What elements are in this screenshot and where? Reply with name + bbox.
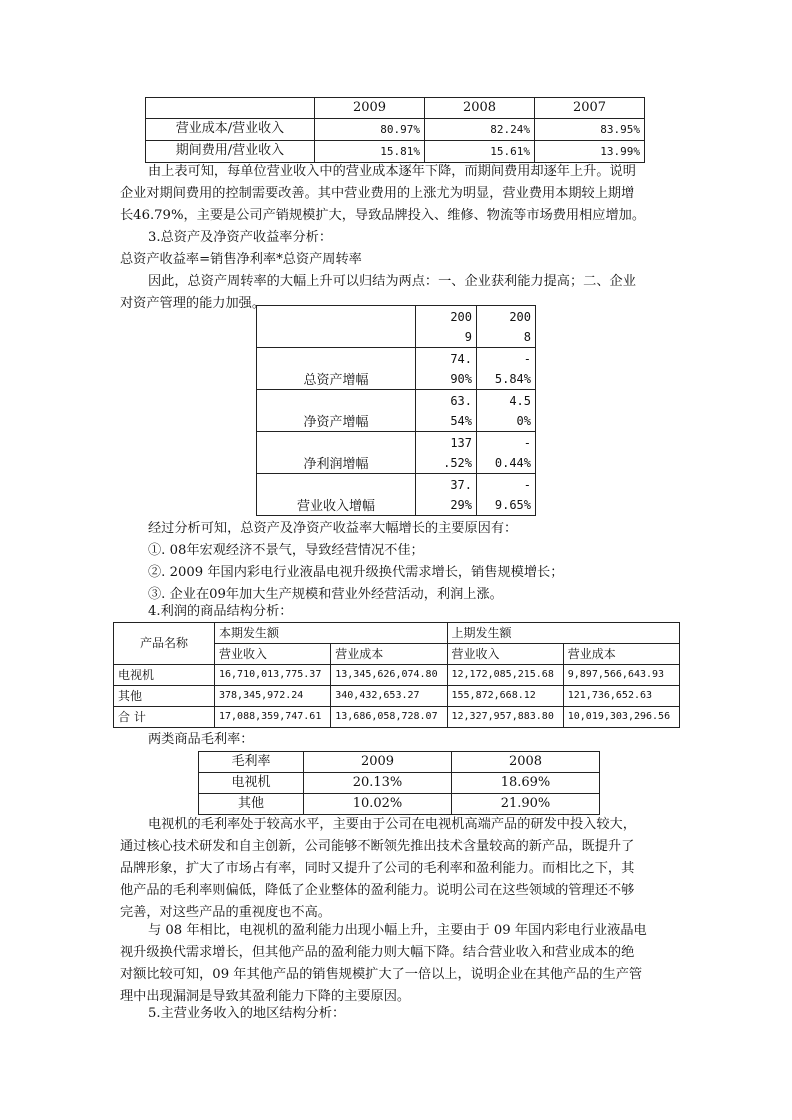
table-cell: 12,172,085,215.68	[447, 665, 563, 686]
row-label: 净资产增幅	[257, 390, 416, 432]
table-cell: 13.99%	[535, 141, 645, 163]
table-cell: 12,327,957,883.80	[447, 707, 563, 728]
text-line: 对额比较可知，09 年其他产品的销售规模扩大了一倍以上，说明企业在其他产品的生产管	[120, 967, 643, 982]
table-cell: 13,345,626,074.80	[331, 665, 447, 686]
section-heading-5: 5.主营业务收入的地区结构分析：	[148, 1006, 346, 1021]
formula-text: 总资产收益率=销售净利率*总资产周转率	[120, 252, 362, 267]
row-label: 电视机	[114, 665, 215, 686]
table-cell: - 9.65%	[477, 474, 536, 516]
table-cell: 18.69%	[452, 773, 600, 794]
text-line: 与 08 年相比，电视机的盈利能力出现小幅上升，主要由于 09 年国内彩电行业液晶电	[148, 923, 647, 938]
row-label: 其他	[114, 686, 215, 707]
table-cell: 137 .52%	[416, 432, 477, 474]
text-line: 长46.79%，主要是公司产销规模扩大，导致品牌投入、维修、物流等市场费用相应增加。	[120, 208, 646, 223]
table-header-cell: 200 9	[416, 306, 477, 348]
table-cell: 121,736,652.63	[563, 686, 679, 707]
product-structure-table	[113, 622, 680, 728]
paragraph-cost-analysis	[120, 161, 645, 227]
table-cell: 13,686,058,728.07	[331, 707, 447, 728]
text-line: 由上表可知，每单位营业收入中的营业成本逐年下降，而期间费用却逐年上升。说明	[148, 164, 636, 179]
table-cell: 37. 29%	[416, 474, 477, 516]
text-line: 对资产管理的能力加强。	[120, 296, 266, 311]
gross-margin-table	[198, 751, 600, 815]
table-cell: 4.5 0%	[477, 390, 536, 432]
table-cell: 378,345,972.24	[215, 686, 331, 707]
table-cell: 82.24%	[425, 119, 535, 141]
section-heading-4: 4.利润的商品结构分析：	[148, 604, 293, 619]
text-line: 完善，对这些产品的重视度也不高。	[120, 905, 331, 920]
table-cell: - 0.44%	[477, 432, 536, 474]
text-line: 企业对期间费用的控制需要改善。其中营业费用的上涨尤为明显，营业费用本期较上期增	[120, 186, 635, 201]
text-line: 视升级换代需求增长，但其他产品的盈利能力则大幅下降。结合营业收入和营业成本的绝	[120, 945, 635, 960]
table-cell: 10.02%	[304, 794, 452, 815]
row-label: 期间费用/营业收入	[146, 141, 315, 163]
table-cell: 83.95%	[535, 119, 645, 141]
table-cell: 74. 90%	[416, 348, 477, 390]
table-header-cell: 产品名称	[114, 623, 215, 665]
table-header-cell: 营业收入	[215, 644, 331, 665]
growth-table	[256, 305, 536, 516]
table-header-cell: 本期发生额	[215, 623, 448, 644]
table-header-cell: 营业成本	[563, 644, 679, 665]
text-line: 理中出现漏洞是导致其盈利能力下降的主要原因。	[120, 989, 411, 1004]
text-line: 通过核心技术研发和自主创新，公司能够不断领先推出技术含量较高的新产品，既提升了	[120, 839, 635, 854]
analysis-intro: 经过分析可知，总资产及净资产收益率大幅增长的主要原因有：	[148, 521, 518, 536]
table-header-cell: 毛利率	[199, 752, 304, 773]
row-label: 营业成本/营业收入	[146, 119, 315, 141]
table-cell: 155,872,668.12	[447, 686, 563, 707]
table-header-cell	[146, 98, 315, 119]
margin-title: 两类商品毛利率：	[148, 732, 254, 747]
table-cell: 21.90%	[452, 794, 600, 815]
table-header-cell: 2008	[452, 752, 600, 773]
list-item: ③. 企业在09年加大生产规模和营业外经营活动，利润上涨。	[148, 587, 503, 602]
section-heading-3: 3.总资产及净资产收益率分析：	[148, 230, 333, 245]
table-header-cell: 2007	[535, 98, 645, 119]
table-header-cell: 营业收入	[447, 644, 563, 665]
text-line: 品牌形象，扩大了市场占有率，同时又提升了公司的毛利率和盈利能力。而相比之下，其	[120, 861, 635, 876]
table-cell: 9,897,566,643.93	[563, 665, 679, 686]
table-cell: 20.13%	[304, 773, 452, 794]
table-cell: 17,088,359,747.61	[215, 707, 331, 728]
table-header-cell: 2008	[425, 98, 535, 119]
row-label: 总资产增幅	[257, 348, 416, 390]
table-header-cell: 2009	[315, 98, 425, 119]
row-label: 合 计	[114, 707, 215, 728]
text-line: 电视机的毛利率处于较高水平，主要由于公司在电视机高端产品的研发中投入较大，	[148, 817, 636, 832]
table-cell: 340,432,653.27	[331, 686, 447, 707]
table-header-cell: 营业成本	[331, 644, 447, 665]
table-cell: 15.81%	[315, 141, 425, 163]
paragraph-margin-analysis	[120, 814, 636, 924]
table-header-cell: 2009	[304, 752, 452, 773]
table-cell: 16,710,013,775.37	[215, 665, 331, 686]
paragraph-profitability	[120, 920, 647, 1008]
table-cell: 63. 54%	[416, 390, 477, 432]
list-item: ②. 2009 年国内彩电行业液晶电视升级换代需求增长，销售规模增长；	[148, 565, 564, 580]
table-cell: 80.97%	[315, 119, 425, 141]
row-label: 净利润增幅	[257, 432, 416, 474]
text-line: 他产品的毛利率则偏低，降低了企业整体的盈利能力。说明公司在这些领域的管理还不够	[120, 883, 635, 898]
text-line: 因此，总资产周转率的大幅上升可以归结为两点：一、企业获利能力提高；二、企业	[148, 274, 636, 289]
list-item: ①. 08年宏观经济不景气，导致经营情况不佳；	[148, 543, 424, 558]
row-label: 其他	[199, 794, 304, 815]
table-header-cell: 上期发生额	[447, 623, 680, 644]
table-header-cell	[257, 306, 416, 348]
table-cell: 10,019,303,296.56	[563, 707, 679, 728]
expense-ratio-table	[145, 97, 645, 163]
table-cell: 15.61%	[425, 141, 535, 163]
reasons-list	[148, 540, 563, 606]
table-cell: - 5.84%	[477, 348, 536, 390]
table-header-cell: 200 8	[477, 306, 536, 348]
row-label: 电视机	[199, 773, 304, 794]
row-label: 营业收入增幅	[257, 474, 416, 516]
